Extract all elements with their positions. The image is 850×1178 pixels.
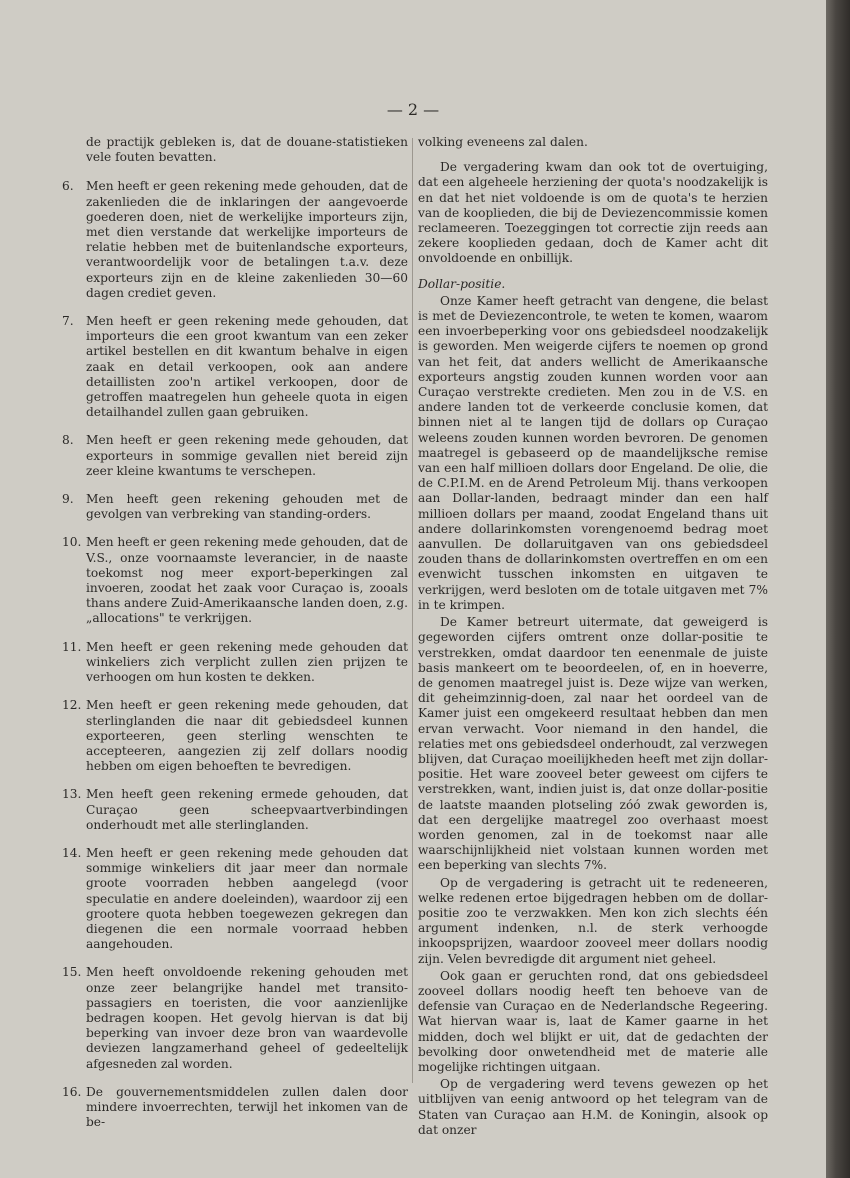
item-number: 16. xyxy=(62,1084,82,1099)
right-continuation: volking eveneens zal dalen. xyxy=(418,135,588,149)
column-divider xyxy=(412,138,413,1083)
list-item xyxy=(62,787,408,833)
list-item xyxy=(62,640,408,686)
paragraph: De Kamer betreurt uitermate, dat geweigerd is gegeworden cijfers omtrent onze dollar-positie te verstrekken, omdat daardoor ten eenenmale de juiste basis mankeert om te beoordeelen, of, en in hoeverre, de genomen maatregel juist is. Deze wijze van werken, dit geheimzinnig-doen, zal naar het oordeel van de Kamer juist een omgekeerd resultaat hebben dan men ervan verwacht. Voor niemand in den handel, die relaties met ons gebiedsdeel onderhoudt, zal verzwegen blijven, dat Curaçao moeilijkheden heeft met zijn dollar-positie. Het ware zooveel beter geweest om cijfers te verstrekken, want, indien juist is, dat onze dollar-positie de laatste maanden plotseling zóó zwak geworden is, dat een dergelijke maatregel zoo overhaast moest worden genomen, zal in de toekomst naar alle waarschijnlijkheid niet volstaan kunnen worden met een beperking van slechts 7%. xyxy=(418,615,768,873)
item-text: Men heeft geen rekening gehouden met de gevolgen van verbreking van standing-orders. xyxy=(86,492,408,522)
item-text: Men heeft er geen rekening mede gehouden, dat importeurs die een groot kwantum van een zeker artikel bestellen en dit kwantum behalve in eigen zaak en detail verkoopen, ook aan andere detaillisten zoo'n artikel verkoopen, door de getroffen maatregelen hun geheele quota in eigen detailhandel zullen gaan gebruiken. xyxy=(86,314,408,420)
left-column xyxy=(62,135,408,1143)
list-item xyxy=(62,698,408,774)
item-number: 13. xyxy=(62,787,82,802)
item-number: 7. xyxy=(62,314,74,329)
item-text: Men heeft er geen rekening mede gehouden, dat sterlinglanden die naar dit gebiedsdeel kunnen exporteeren, geen sterling wenschten te accepteeren, aangezien zij zelf dollars noodig hebben om eigen behoeften te bevredigen. xyxy=(86,698,408,774)
list-item xyxy=(62,179,408,301)
item-text: Men heeft er geen rekening mede gehouden dat sommige winkeliers dit jaar meer dan normale groote voorraden hebben aangelegd (voor speculatie en andere doeleinden), waardoor zij een grootere quota hebben toegewezen gekregen dan diegenen die een normale voorraad hebben aangehouden. xyxy=(86,845,408,952)
item-number: 10. xyxy=(62,535,82,550)
right-column xyxy=(418,135,768,1140)
item-number: 12. xyxy=(62,698,82,713)
list-item xyxy=(62,433,408,479)
page-edge-shadow xyxy=(826,0,850,1178)
list-item xyxy=(62,846,408,952)
list-item xyxy=(62,492,408,522)
item-text: Men heeft er geen rekening mede gehouden dat winkeliers zich verplicht zullen zien prijzen te verhoogen om hun kosten te dekken. xyxy=(86,639,408,685)
item-number: 8. xyxy=(62,433,74,448)
item-text: Men heeft er geen rekening mede gehouden, dat de zakenlieden die de inklaringen der aangevoerde goederen doen, niet de werkelijke importeurs zijn, met dien verstande dat werkelijke importeurs de relatie hebben met de buitenlandsche exporteurs, verantwoordelijk voor de betalingen t.a.v. deze exporteurs zijn en de kleine zakenlieden 30—60 dagen crediet geven. xyxy=(86,179,408,300)
paragraph: Op de vergadering is getracht uit te redeneeren, welke redenen ertoe bijgedragen hebben om de dollar-positie zoo te verzwakken. Men kon zich slechts één argument indenken, n.l. de sterk verhoogde inkoopsprijzen, waardoor zooveel meer dollars noodig zijn. Velen bevredigde dit argument niet geheel. xyxy=(418,875,768,966)
left-continuation: de practijk gebleken is, dat de douane-statistieken vele fouten bevatten. xyxy=(86,135,408,165)
item-number: 14. xyxy=(62,845,82,860)
page-number: — 2 — xyxy=(386,100,440,119)
item-text: Men heeft geen rekening ermede gehouden, dat Curaçao geen scheepvaartverbindingen onderhoudt met alle sterlinglanden. xyxy=(86,787,408,832)
section-heading: Dollar-positie. xyxy=(418,276,506,291)
list-item xyxy=(62,535,408,626)
list-item xyxy=(62,314,408,420)
item-text: Men heeft onvoldoende rekening gehouden met onze zeer belangrijke handel met transito-passagiers en toeristen, die voor aanzienlijke bedragen koopen. Het gevolg hiervan is dat bij beperking van invoer deze bron van waardevolle deviezen langzamerhand geheel of gedeeltelijk afgesneden zal worden. xyxy=(86,965,408,1071)
paragraph: Op de vergadering werd tevens gewezen op het uitblijven van eenig antwoord op het telegram van de Staten van Curaçao aan H.M. de Koningin, alsook op dat onzer xyxy=(418,1077,768,1137)
item-number: 11. xyxy=(62,639,82,654)
paragraph: De vergadering kwam dan ook tot de overtuiging, dat een algeheele herziening der quota's noodzakelijk is en dat het niet voldoende is om de quota's te herzien van de kooplieden, die bij de Deviezencommissie komen reclameeren. Toezeggingen tot correctie zijn reeds aan zekere kooplieden gedaan, doch de Kamer acht dit onvoldoende en onbillijk. xyxy=(418,160,768,266)
item-number: 9. xyxy=(62,492,74,507)
list-item xyxy=(62,1085,408,1131)
list-item xyxy=(62,965,408,1071)
item-text: Men heeft er geen rekening mede gehouden, dat exporteurs in sommige gevallen niet bereid zijn zeer kleine kwantums te verschepen. xyxy=(86,433,408,478)
paragraph: Ook gaan er geruchten rond, dat ons gebiedsdeel zooveel dollars noodig heeft ten behoeve van de defensie van Curaçao en de Nederlandsche Regeering. Wat hiervan waar is, laat de Kamer gaarne in het midden, doch wel blijkt er uit, dat de gedachten der bevolking door onwetendheid met de materie alle mogelijke richtingen uitgaan. xyxy=(418,968,768,1074)
paragraph: Onze Kamer heeft getracht van dengene, die belast is met de Deviezencontrole, te weten te komen, waarom een invoerbeperking voor ons gebiedsdeel noodzakelijk is geworden. Men weigerde cijfers te noemen op grond van het feit, dat anders wellicht de Amerikaansche exporteurs angstig zouden kunnen worden voor aan Curaçao verstrekte credieten. Men zou in de V.S. en andere landen tot de verkeerde conclusie komen, dat binnen niet al te langen tijd de dollars op Curaçao weleens zouden kunnen worden bevroren. De genomen maatregel is gebaseerd op de maandelijksche remise van een half millioen dollars door Engeland. De olie, die de C.P.I.M. en de Arend Petroleum Mij. thans verkoopen aan Dollar-landen, bedraagt minder dan een half millioen dollars per maand, zoodat Engeland thans uit andere dollarinkomsten vorengenoemd bedrag moet aanvullen. De dollaruitgaven van ons gebiedsdeel zouden thans de dollarinkomsten overtreffen en om een evenwicht tusschen inkomsten en uitgaven te verkrijgen, werd besloten om de totale uitgaven met 7% in te krimpen. xyxy=(418,293,768,612)
item-text: Men heeft er geen rekening mede gehouden, dat de V.S., onze voornaamste leverancier, in de naaste toekomst nog meer export-beperkingen zal invoeren, zoodat het zaak voor Curaçao is, zooals thans andere Zuid-Amerikaansche landen doen, z.g. „allocations" te verkrijgen. xyxy=(86,535,408,626)
item-text: De gouvernementsmiddelen zullen dalen door mindere invoerrechten, terwijl het inkomen van de be- xyxy=(86,1084,408,1130)
item-number: 6. xyxy=(62,179,74,194)
item-number: 15. xyxy=(62,965,82,980)
